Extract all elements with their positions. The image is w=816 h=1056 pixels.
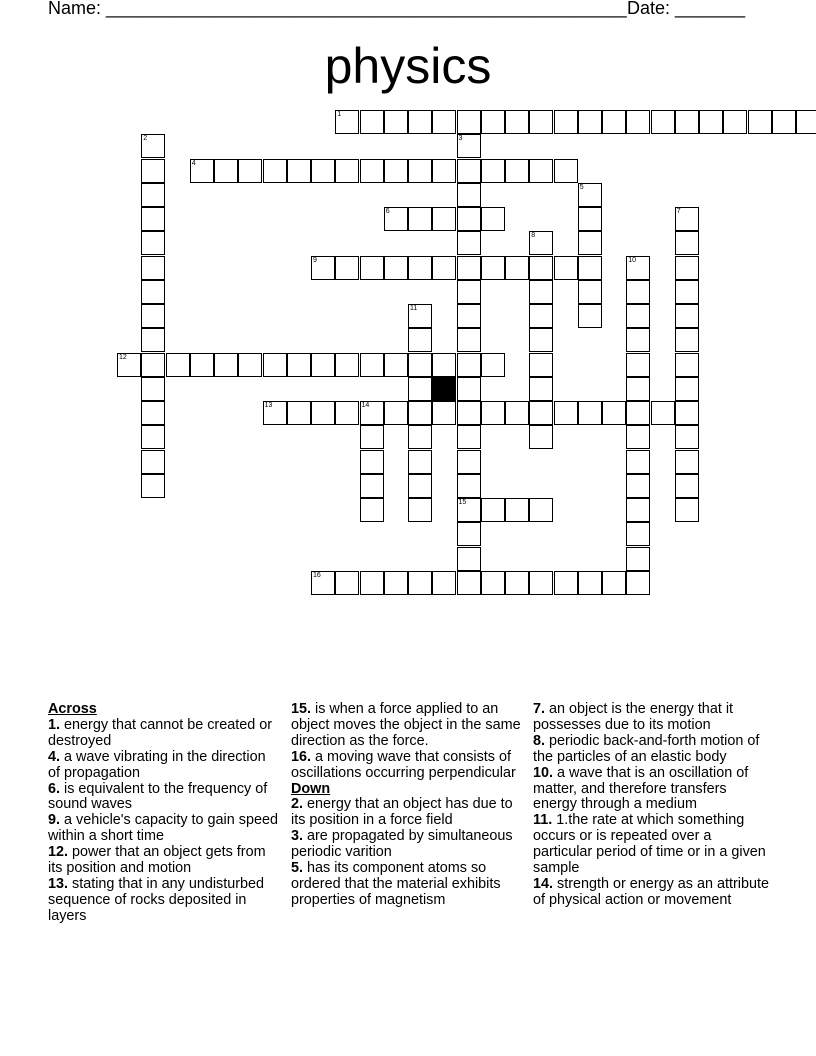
grid-cell[interactable] — [360, 498, 384, 522]
grid-cell[interactable] — [675, 207, 699, 231]
grid-cell[interactable] — [287, 401, 311, 425]
grid-cell[interactable] — [311, 401, 335, 425]
clue-across-4 — [48, 750, 280, 782]
grid-cell[interactable] — [626, 571, 650, 595]
grid-cell[interactable] — [238, 159, 262, 183]
cell-number: 8 — [531, 232, 536, 240]
name-field[interactable]: Name: ____________________________________________________ — [48, 0, 627, 18]
grid-cell[interactable] — [238, 353, 262, 377]
grid-cell[interactable] — [699, 110, 723, 134]
grid-cell[interactable] — [190, 353, 214, 377]
cell-number: 13 — [264, 402, 273, 409]
grid-cell[interactable] — [214, 353, 238, 377]
clue-column-2 — [291, 702, 531, 909]
grid-cell[interactable] — [675, 110, 699, 134]
grid-cell[interactable] — [626, 547, 650, 571]
grid-cell[interactable] — [481, 498, 505, 522]
clue-across-13 — [48, 877, 280, 925]
grid-cell[interactable] — [287, 353, 311, 377]
grid-cell[interactable] — [675, 450, 699, 474]
grid-cell[interactable] — [578, 110, 602, 134]
grid-cell[interactable] — [360, 159, 384, 183]
grid-cell[interactable] — [578, 304, 602, 328]
grid-cell[interactable] — [457, 547, 481, 571]
grid-cell[interactable] — [626, 450, 650, 474]
grid-cell[interactable] — [505, 159, 529, 183]
clue-number: 12. — [48, 844, 69, 861]
grid-cell[interactable] — [651, 401, 675, 425]
grid-cell[interactable] — [360, 425, 384, 449]
grid-cell[interactable] — [529, 498, 553, 522]
cell-number: 5 — [579, 183, 584, 191]
black-cell — [432, 377, 456, 401]
cell-number: 1 — [337, 111, 342, 118]
grid-cell[interactable] — [457, 425, 481, 449]
grid-cell[interactable] — [529, 159, 553, 183]
grid-cell[interactable] — [214, 159, 238, 183]
cell-number: 7 — [676, 208, 681, 215]
grid-cell[interactable] — [432, 110, 456, 134]
grid-cell[interactable] — [141, 353, 165, 377]
grid-cell[interactable] — [578, 256, 602, 280]
clue-down-5 — [291, 861, 531, 909]
grid-cell[interactable] — [384, 159, 408, 183]
grid-cell[interactable] — [602, 401, 626, 425]
grid-cell[interactable] — [481, 571, 505, 595]
clue-number: 13. — [48, 875, 69, 892]
clue-down-2 — [291, 797, 531, 829]
grid-cell[interactable] — [141, 377, 165, 401]
grid-cell[interactable] — [554, 401, 578, 425]
cell-number: 14 — [361, 402, 370, 409]
grid-cell[interactable] — [457, 474, 481, 498]
grid-cell[interactable] — [360, 353, 384, 377]
clue-across-1 — [48, 718, 280, 750]
clue-down-7 — [533, 702, 773, 734]
grid-cell[interactable] — [529, 571, 553, 595]
grid-cell[interactable] — [481, 159, 505, 183]
grid-cell[interactable] — [408, 110, 432, 134]
grid-cell[interactable] — [408, 450, 432, 474]
cell-number: 6 — [385, 208, 390, 215]
grid-cell[interactable] — [432, 401, 456, 425]
clue-text: energy that cannot be created or destroyed — [48, 716, 273, 749]
grid-cell[interactable] — [457, 134, 481, 158]
grid-cell[interactable] — [335, 353, 359, 377]
grid-cell[interactable] — [457, 401, 481, 425]
grid-cell[interactable] — [796, 110, 816, 134]
grid-cell[interactable] — [675, 498, 699, 522]
grid-cell[interactable] — [626, 328, 650, 352]
grid-cell[interactable] — [311, 256, 335, 280]
grid-cell[interactable] — [626, 401, 650, 425]
grid-cell[interactable] — [675, 377, 699, 401]
cell-number: 10 — [628, 256, 637, 264]
cell-number: 15 — [458, 499, 467, 506]
grid-cell[interactable] — [457, 304, 481, 328]
grid-cell[interactable] — [481, 110, 505, 134]
cell-number: 3 — [458, 135, 463, 143]
grid-cell[interactable] — [457, 231, 481, 255]
grid-cell[interactable] — [311, 571, 335, 595]
grid-cell[interactable] — [675, 304, 699, 328]
grid-cell[interactable] — [505, 256, 529, 280]
grid-cell[interactable] — [457, 353, 481, 377]
grid-cell[interactable] — [408, 353, 432, 377]
clue-number: 6. — [48, 780, 61, 797]
grid-cell[interactable] — [626, 304, 650, 328]
grid-cell[interactable] — [675, 280, 699, 304]
clue-text: a moving wave that consists of oscillations occurring perpendicular — [291, 748, 516, 781]
grid-cell[interactable] — [748, 110, 772, 134]
grid-cell[interactable] — [141, 474, 165, 498]
grid-cell[interactable] — [141, 256, 165, 280]
clue-text: power that an object gets from its position and motion — [48, 844, 266, 877]
grid-cell[interactable] — [457, 110, 481, 134]
grid-cell[interactable] — [335, 159, 359, 183]
grid-cell[interactable] — [481, 207, 505, 231]
grid-cell[interactable] — [360, 474, 384, 498]
grid-cell[interactable] — [626, 280, 650, 304]
grid-cell[interactable] — [408, 159, 432, 183]
grid-cell[interactable] — [529, 110, 553, 134]
grid-cell[interactable] — [263, 159, 287, 183]
grid-cell[interactable] — [529, 231, 553, 255]
grid-cell[interactable] — [723, 110, 747, 134]
clue-text: a wave vibrating in the direction of propagation — [48, 748, 266, 781]
grid-cell[interactable] — [772, 110, 796, 134]
clue-text: periodic back-and-forth motion of the particles of an elastic body — [533, 732, 760, 765]
clue-across-9 — [48, 813, 280, 845]
grid-cell[interactable] — [457, 522, 481, 546]
grid-cell[interactable] — [578, 571, 602, 595]
clue-number: 16. — [291, 748, 312, 765]
grid-cell[interactable] — [287, 159, 311, 183]
grid-cell[interactable] — [578, 183, 602, 207]
clue-number: 1. — [48, 716, 61, 733]
grid-cell[interactable] — [578, 207, 602, 231]
grid-cell[interactable] — [432, 571, 456, 595]
grid-cell[interactable] — [529, 304, 553, 328]
grid-cell[interactable] — [408, 256, 432, 280]
grid-cell[interactable] — [554, 256, 578, 280]
clue-text: energy that an object has due to its position in a force field — [291, 796, 513, 829]
grid-cell[interactable] — [141, 159, 165, 183]
grid-cell[interactable] — [408, 571, 432, 595]
clue-number: 8. — [533, 732, 546, 749]
clue-text: are propagated by simultaneous periodic varition — [291, 828, 513, 861]
clue-text: has its component atoms so ordered that the material exhibits properties of magnetism — [291, 860, 501, 908]
grid-cell[interactable] — [384, 353, 408, 377]
cell-number: 16 — [313, 571, 321, 579]
clue-column-3 — [533, 702, 773, 909]
grid-cell[interactable] — [141, 450, 165, 474]
grid-cell[interactable] — [360, 450, 384, 474]
clue-down-14 — [533, 877, 773, 909]
grid-cell[interactable] — [457, 571, 481, 595]
grid-cell[interactable] — [457, 256, 481, 280]
grid-cell[interactable] — [408, 207, 432, 231]
grid-cell[interactable] — [481, 401, 505, 425]
grid-cell[interactable] — [408, 498, 432, 522]
clue-number: 11. — [533, 812, 553, 829]
grid-cell[interactable] — [141, 183, 165, 207]
grid-cell[interactable] — [311, 353, 335, 377]
date-field[interactable]: Date: _______ — [627, 0, 746, 18]
clue-text: is equivalent to the frequency of sound waves — [48, 780, 268, 813]
clue-number: 10. — [533, 764, 554, 781]
grid-cell[interactable] — [457, 207, 481, 231]
grid-cell[interactable] — [408, 304, 432, 328]
grid-cell[interactable] — [141, 401, 165, 425]
grid-cell[interactable] — [529, 256, 553, 280]
clue-across-15 — [291, 702, 531, 750]
grid-cell[interactable] — [578, 231, 602, 255]
clue-number: 7. — [533, 701, 546, 717]
grid-cell[interactable] — [529, 377, 553, 401]
grid-cell[interactable] — [432, 207, 456, 231]
grid-cell[interactable] — [384, 256, 408, 280]
grid-cell[interactable] — [335, 110, 359, 134]
grid-cell[interactable] — [117, 353, 141, 377]
grid-cell[interactable] — [263, 401, 287, 425]
clue-number: 3. — [291, 828, 304, 845]
clue-number: 2. — [291, 796, 304, 813]
grid-cell[interactable] — [457, 450, 481, 474]
cell-number: 12 — [119, 353, 127, 361]
grid-cell[interactable] — [529, 425, 553, 449]
grid-cell[interactable] — [360, 401, 384, 425]
clue-across-6 — [48, 782, 280, 814]
clue-down-10 — [533, 766, 773, 814]
clue-text: strength or energy as an attribute of physical action or movement — [533, 875, 770, 908]
grid-cell[interactable] — [675, 353, 699, 377]
clue-number: 5. — [291, 860, 304, 877]
clue-number: 15. — [291, 701, 312, 717]
grid-cell[interactable] — [481, 353, 505, 377]
grid-cell[interactable] — [360, 571, 384, 595]
grid-cell[interactable] — [141, 328, 165, 352]
grid-cell[interactable] — [384, 571, 408, 595]
grid-cell[interactable] — [457, 498, 481, 522]
grid-cell[interactable] — [141, 207, 165, 231]
grid-cell[interactable] — [166, 353, 190, 377]
clue-text: is when a force applied to an object moves the object in the same direction as the force. — [291, 701, 521, 749]
grid-cell[interactable] — [141, 304, 165, 328]
grid-cell[interactable] — [457, 280, 481, 304]
grid-cell[interactable] — [554, 159, 578, 183]
grid-cell[interactable] — [675, 328, 699, 352]
grid-cell[interactable] — [384, 207, 408, 231]
grid-cell[interactable] — [481, 256, 505, 280]
clue-number: 14. — [533, 875, 554, 892]
grid-cell[interactable] — [190, 159, 214, 183]
grid-cell[interactable] — [529, 280, 553, 304]
grid-cell[interactable] — [457, 159, 481, 183]
grid-cell[interactable] — [408, 425, 432, 449]
grid-cell[interactable] — [505, 498, 529, 522]
grid-cell[interactable] — [432, 353, 456, 377]
clue-column-1 — [48, 702, 280, 925]
grid-cell[interactable] — [578, 280, 602, 304]
cell-number: 4 — [191, 159, 196, 167]
grid-cell[interactable] — [675, 474, 699, 498]
grid-cell[interactable] — [505, 571, 529, 595]
clue-text: an object is the energy that it possesses due to its motion — [533, 701, 734, 733]
grid-cell[interactable] — [457, 183, 481, 207]
clue-number: 4. — [48, 748, 61, 765]
grid-cell[interactable] — [626, 110, 650, 134]
clue-text: a wave that is an oscillation of matter, and therefore transfers energy through a medium — [533, 764, 749, 813]
clue-down-3 — [291, 829, 531, 861]
grid-cell[interactable] — [529, 328, 553, 352]
grid-cell[interactable] — [602, 571, 626, 595]
clue-number: 9. — [48, 812, 61, 829]
grid-cell[interactable] — [505, 110, 529, 134]
grid-cell[interactable] — [626, 256, 650, 280]
cell-number: 11 — [410, 305, 418, 312]
clue-down-11 — [533, 813, 773, 877]
grid-cell[interactable] — [602, 110, 626, 134]
grid-cell[interactable] — [141, 280, 165, 304]
grid-cell[interactable] — [408, 328, 432, 352]
grid-cell[interactable] — [554, 571, 578, 595]
grid-cell[interactable] — [457, 377, 481, 401]
grid-cell[interactable] — [626, 425, 650, 449]
grid-cell[interactable] — [626, 522, 650, 546]
grid-cell[interactable] — [432, 256, 456, 280]
grid-cell[interactable] — [408, 377, 432, 401]
grid-cell[interactable] — [384, 110, 408, 134]
grid-cell[interactable] — [408, 401, 432, 425]
grid-cell[interactable] — [626, 474, 650, 498]
grid-cell[interactable] — [529, 353, 553, 377]
clue-down-8 — [533, 734, 773, 766]
grid-cell[interactable] — [675, 425, 699, 449]
grid-cell[interactable] — [335, 256, 359, 280]
grid-cell[interactable] — [263, 353, 287, 377]
cell-number: 2 — [143, 135, 148, 143]
grid-cell[interactable] — [626, 377, 650, 401]
clue-across-16 — [291, 750, 531, 782]
clue-across-12 — [48, 845, 280, 877]
grid-cell[interactable] — [457, 328, 481, 352]
clue-text: 1.the rate at which something occurs or is repeated over a particular period of time or in a given sample — [533, 812, 766, 877]
grid-cell[interactable] — [675, 401, 699, 425]
grid-cell[interactable] — [141, 231, 165, 255]
grid-cell[interactable] — [651, 110, 675, 134]
cell-number: 9 — [313, 256, 317, 264]
grid-cell[interactable] — [626, 353, 650, 377]
grid-cell[interactable] — [578, 401, 602, 425]
grid-cell[interactable] — [626, 498, 650, 522]
grid-cell[interactable] — [505, 401, 529, 425]
grid-cell[interactable] — [675, 231, 699, 255]
grid-cell[interactable] — [141, 425, 165, 449]
grid-cell[interactable] — [554, 110, 578, 134]
grid-cell[interactable] — [360, 110, 384, 134]
grid-cell[interactable] — [311, 159, 335, 183]
grid-cell[interactable] — [408, 474, 432, 498]
clue-text: a vehicle's capacity to gain speed within a short time — [48, 812, 278, 845]
grid-cell[interactable] — [141, 134, 165, 158]
clue-text: stating that in any undisturbed sequence of rocks deposited in layers — [48, 875, 265, 924]
grid-cell[interactable] — [529, 401, 553, 425]
grid-cell[interactable] — [432, 159, 456, 183]
page-title: physics — [324, 38, 492, 94]
across-heading: Across — [48, 701, 97, 717]
grid-cell[interactable] — [335, 571, 359, 595]
grid-cell[interactable] — [675, 256, 699, 280]
grid-cell[interactable] — [384, 401, 408, 425]
grid-cell[interactable] — [360, 256, 384, 280]
grid-cell[interactable] — [335, 401, 359, 425]
down-heading: Down — [291, 780, 331, 797]
